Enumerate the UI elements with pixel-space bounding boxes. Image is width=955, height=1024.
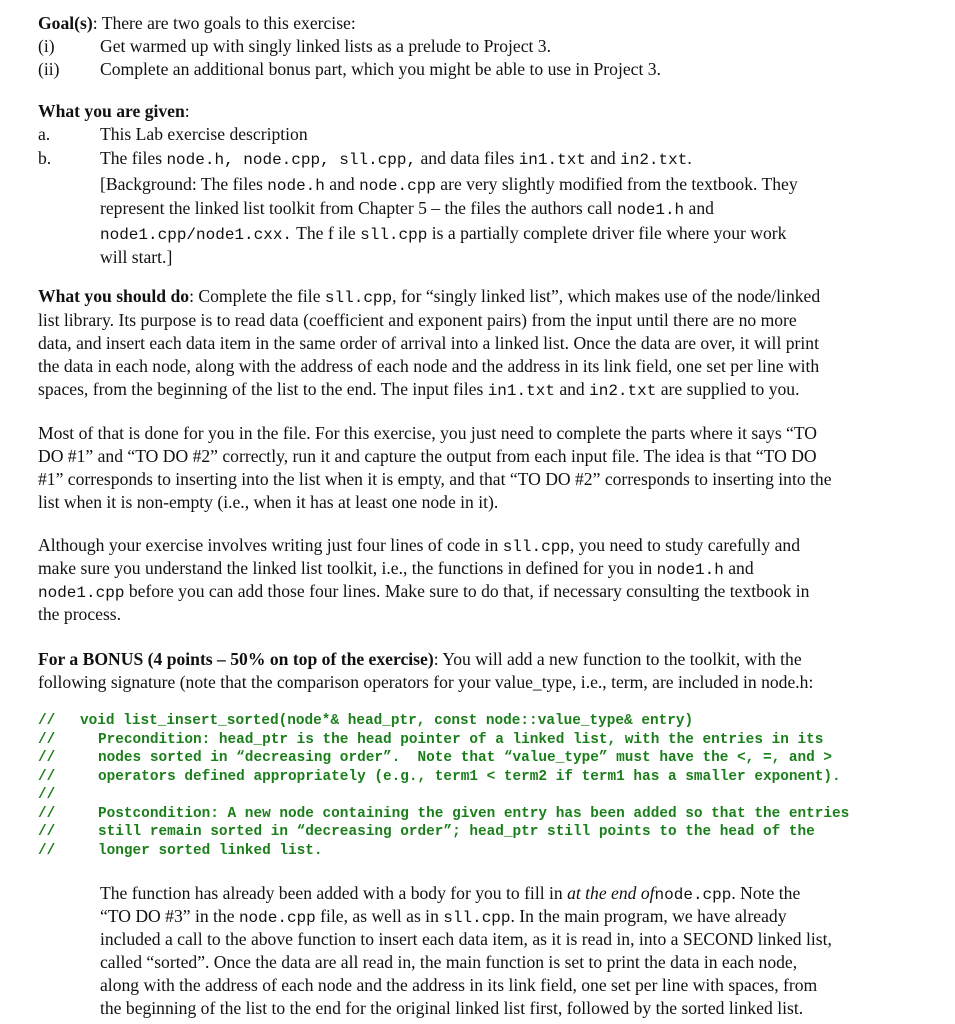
final-line-5: along with the address of each node and the address in its link field, one set per line with spaces, from xyxy=(100,975,818,995)
should-heading: What you should do xyxy=(38,286,190,306)
should-line-5: spaces, from the beginning of the list to the end. The input files in1.txt and in2.txt are supplied to you. xyxy=(38,379,800,400)
goal-1-label: (i) xyxy=(38,36,55,56)
code-signature: void list_insert_sorted(node*& head_ptr, const node::value_type& entry) xyxy=(80,713,694,729)
bonus-heading: For a BONUS (4 points – 50% on top of the exercise) xyxy=(38,649,434,669)
final-line-4: called “sorted”. Once the data are all read in, the main function is set to print the data in each node, xyxy=(100,952,798,972)
code-line: Precondition: head_ptr is the head pointer of a linked list, with the entries in its xyxy=(98,732,824,748)
goals-intro: : There are two goals to this exercise: xyxy=(92,13,356,33)
comment-marker: // xyxy=(38,769,56,785)
goal-1-text: Get warmed up with singly linked lists as a prelude to Project 3. xyxy=(100,36,552,56)
background-line-1: [Background: The files node.h and node.cpp are very slightly modified from the textbook. They xyxy=(100,174,798,195)
comment-marker: // xyxy=(38,750,56,766)
given-heading: What you are given xyxy=(38,101,185,121)
given-a-label: a. xyxy=(38,124,51,144)
given-a-text: This Lab exercise description xyxy=(100,124,308,144)
although-line-3: node1.cpp before you can add those four lines. Make sure to do that, if necessary consulting the textbook in xyxy=(38,581,810,602)
bonus-line-1: For a BONUS (4 points – 50% on top of the exercise): You will add a new function to the toolkit, with the xyxy=(38,649,802,669)
should-line-1: What you should do: Complete the file sll.cpp, for “singly linked list”, which makes use of the node/linked xyxy=(38,286,821,307)
bonus-line-2: following signature (note that the comparison operators for your value_type, i.e., term, are included in node.h: xyxy=(38,672,814,692)
goal-2-label: (ii) xyxy=(38,59,60,79)
comment-marker: // xyxy=(38,843,56,859)
comment-marker: // xyxy=(38,787,56,803)
although-line-2: make sure you understand the linked list toolkit, i.e., the functions in defined for you in node1.h and xyxy=(38,558,754,579)
should-line-3: data, and insert each data item in the same order of arrival into a linked list. Once the data are over, it will print xyxy=(38,333,819,353)
background-line-2: represent the linked list toolkit from Chapter 5 – the files the authors call node1.h and xyxy=(100,198,714,219)
final-line-6: the beginning of the list to the end for the original linked list first, followed by the sorted linked list. xyxy=(100,998,804,1018)
most-line-3: #1” corresponds to inserting into the list when it is empty, and that “TO DO #2” corresponds to inserting into the xyxy=(38,469,832,489)
code-line: still remain sorted in “decreasing order”; head_ptr still points to the head of the xyxy=(98,824,815,840)
goal-2-text: Complete an additional bonus part, which you might be able to use in Project 3. xyxy=(100,59,661,79)
most-line-2: DO #1” and “TO DO #2” correctly, run it and capture the output from each input file. The idea is that “TO DO xyxy=(38,446,817,466)
comment-marker: // xyxy=(38,732,56,748)
code-line: longer sorted linked list. xyxy=(98,843,323,859)
background-line-4: will start.] xyxy=(100,247,173,267)
code-line: nodes sorted in “decreasing order”. Note that “value_type” must have the <, =, and > xyxy=(98,750,833,766)
comment-marker: // xyxy=(38,713,56,729)
final-line-1: The function has already been added with a body for you to fill in at the end ofnode.cpp. Note the xyxy=(100,883,801,904)
most-line-4: list when it is non-empty (i.e., when it has at least one node in it). xyxy=(38,492,499,512)
should-line-4: the data in each node, along with the address of each node and the address in its link field, one set per line with xyxy=(38,356,820,376)
final-line-2: “TO DO #3” in the node.cpp file, as well as in sll.cpp. In the main program, we have already xyxy=(100,906,787,927)
code-line: Postcondition: A new node containing the given entry has been added so that the entries xyxy=(98,806,850,822)
given-heading-line: What you are given: xyxy=(38,101,190,121)
given-b-label: b. xyxy=(38,148,52,168)
most-line-1: Most of that is done for you in the file. For this exercise, you just need to complete the parts where it says “TO xyxy=(38,423,818,443)
comment-marker: // xyxy=(38,824,56,840)
background-line-3: node1.cpp/node1.cxx. The f ile sll.cpp is a partially complete driver file where your work xyxy=(100,223,787,244)
although-line-4: the process. xyxy=(38,604,122,624)
code-line: operators defined appropriately (e.g., term1 < term2 if term1 has a smaller exponent). xyxy=(98,769,841,785)
final-line-3: included a call to the above function to insert each data item, as it is read in, into a SECOND linked list, xyxy=(100,929,832,949)
goals-heading: Goal(s) xyxy=(38,13,93,33)
goals-heading-line xyxy=(38,12,356,34)
given-b-text: The files node.h, node.cpp, sll.cpp, and data files in1.txt and in2.txt. xyxy=(100,148,692,169)
although-line-1: Although your exercise involves writing just four lines of code in sll.cpp, you need to study carefully and xyxy=(38,535,801,556)
should-line-2: list library. Its purpose is to read data (coefficient and exponent pairs) from the input until there are no more xyxy=(38,310,797,330)
comment-marker: // xyxy=(38,806,56,822)
